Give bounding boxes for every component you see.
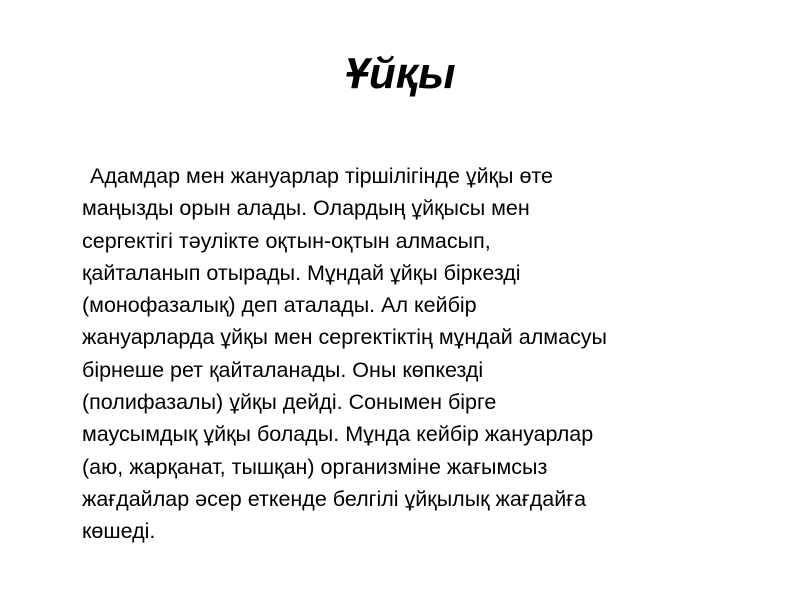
paragraph-line: жағдайлар әсер еткенде белгілі ұйқылық жағдайға xyxy=(82,486,587,511)
paragraph-line: Адамдар мен жануарлар тіршілігінде ұйқы өте xyxy=(90,164,553,188)
slide-title: Ұйқы xyxy=(344,49,456,98)
paragraph-line: көшеді. xyxy=(82,519,156,544)
paragraph-line: қайталанып отырады. Мұндай ұйқы біркезді xyxy=(82,260,521,285)
paragraph-line: сергектігі тәулікте оқтын-оқтын алмасып, xyxy=(82,228,491,253)
paragraph-line: бірнеше рет қайталанады. Оны көпкезді xyxy=(82,357,484,382)
paragraph-line: (полифазалы) ұйқы дейді. Сонымен бірге xyxy=(82,390,497,415)
paragraph-line: (монофазалық) деп аталады. Ал кейбір xyxy=(82,293,477,318)
paragraph-line: маусымдық ұйқы болады. Мұнда кейбір жануарлар xyxy=(82,422,594,447)
paragraph-line: жануарларда ұйқы мен сергектіктің мұндай алмасуы xyxy=(82,325,607,350)
paragraph-line: (аю, жарқанат, тышқан) организміне жағымсыз xyxy=(82,454,548,479)
paragraph-line: маңызды орын алады. Олардың ұйқысы мен xyxy=(82,196,530,221)
body-paragraph xyxy=(82,160,750,548)
